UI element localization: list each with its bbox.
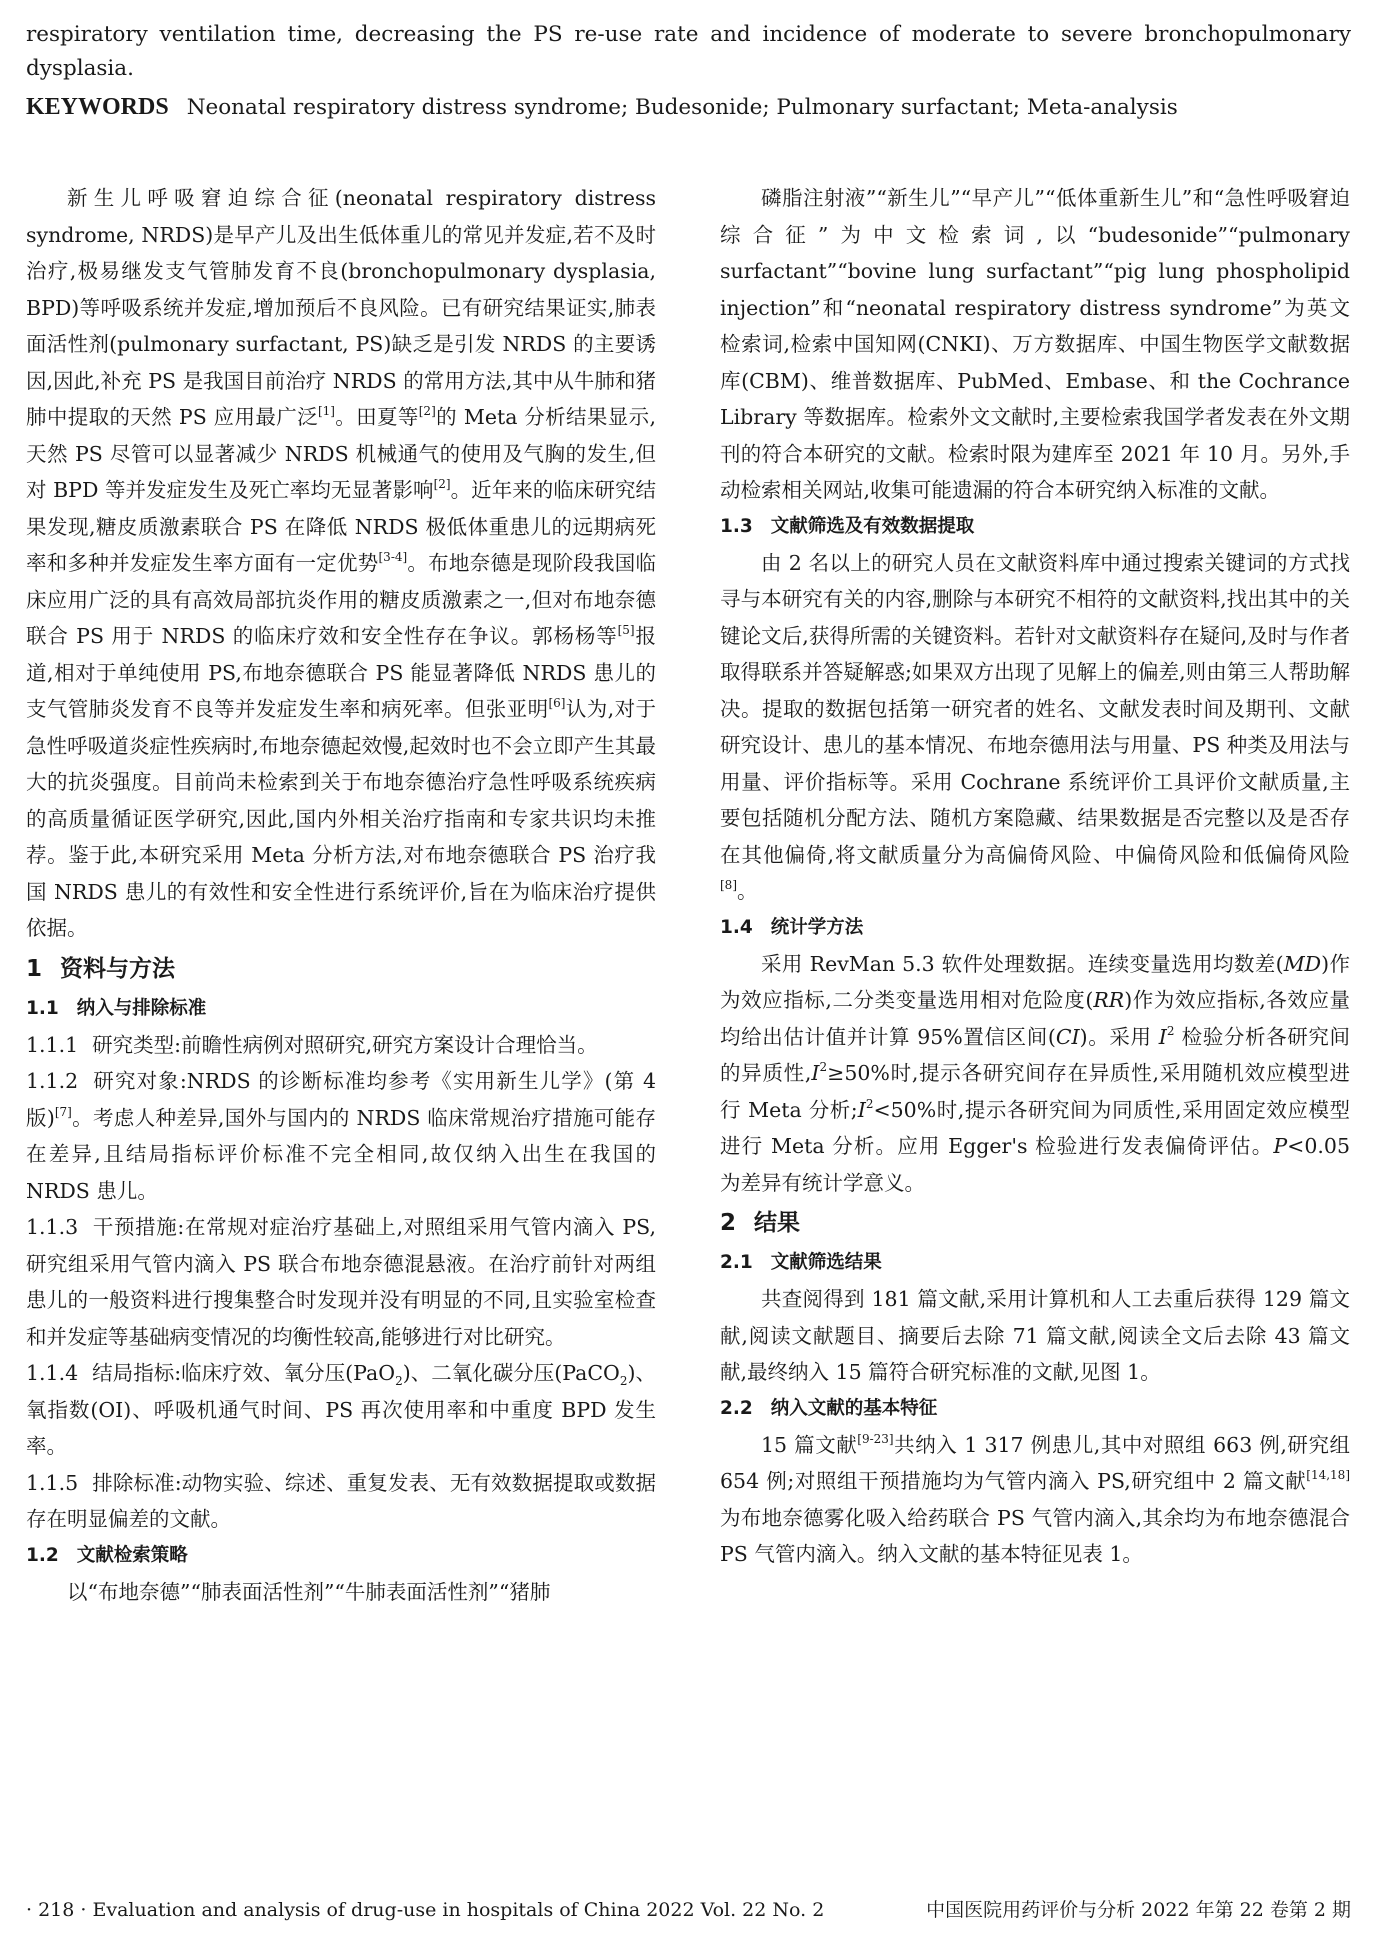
item-number: 1.1.2 xyxy=(26,1069,79,1093)
paragraph-text: 。 xyxy=(737,879,758,903)
subsection-number: 2.1 xyxy=(720,1252,753,1273)
intro-text: 。田夏等 xyxy=(334,405,419,429)
paragraph-text: )作为效应指标,各效应量均给出估计值并计算 95%置信区间( xyxy=(720,988,1351,1049)
paragraph-text: 由 2 名以上的研究人员在文献资料库中通过搜索关键词的方式找寻与本研究有关的内容,删除与本研究不相符的文献资料,找出其中的关键论文后,获得所需的关键资料。若针对文献资料存在疑问,及时与作者取得联系并答疑解惑;如果双方出现了见解上的偏差,则由第三人帮助解决。提取的数据包括第一研究者的姓名、文献发表时间及期刊、文献研究设计、患儿的基本情况、布地奈德用法与用量、PS 种类及用法与用量、评价指标等。采用 Cochrane 系统评价工具评价文献质量,主要包括随机分配方法、随机方案隐藏、结果数据是否完整以及是否存在其他偏倚,将文献质量分为高偏倚风险、中偏倚风险和低偏倚风险 xyxy=(720,550,1350,867)
subsection-heading xyxy=(720,910,1350,946)
subsection-number: 2.2 xyxy=(720,1397,753,1419)
footer-left: · 218 · Evaluation and analysis of drug-use in hospitals of China 2022 Vol. 22 No. 2 xyxy=(26,1899,825,1921)
intro-text: 的 Meta 分析结果显示,天然 PS 尽管可以显著减少 NRDS 机械通气的使用及气胸的发生,但对 BPD 等并发症发生及死亡率均无显著影响 xyxy=(26,405,656,502)
subsection-number: 1.2 xyxy=(26,1544,59,1566)
search-strategy-paragraph: 磷脂注射液”“新生儿”“早产儿”“低体重新生儿”和“急性呼吸窘迫综合征”为中文检索词,以“budesonide”“pulmonary surfactant”“bovine lung surfactant”“pig lung phospholipid injection”和“neonatal respiratory distress syndrome”为英文检索词,检索中国知网(CNKI)、万方数据库、中国生物医学文献数据库(CBM)、维普数据库、PubMed、Embase、和 the Cochrance Library 等数据库。检索外文文献时,主要检索我国学者发表在外文期刊的符合本研究的文献。检索时限为建库至 2021 年 10 月。另外,手动检索相关网站,收集可能遗漏的符合本研究纳入标准的文献。 xyxy=(720,186,1350,502)
item-text: 结局指标:临床疗效、氧分压(PaO xyxy=(92,1361,396,1385)
subsection-title: 文献筛选及有效数据提取 xyxy=(770,515,975,537)
citation: [6] xyxy=(548,696,566,710)
subsection-heading xyxy=(720,1245,1350,1281)
subsection-heading xyxy=(720,509,1350,545)
italic-term: CI xyxy=(1055,1024,1080,1049)
paragraph-text: <50%时,提示各研究间为同质性,采用固定效应模型进行 Meta 分析。应用 Egger's 检验进行发表偏倚评估。 xyxy=(720,1097,1350,1158)
citation: [1] xyxy=(317,404,335,418)
statistics-paragraph xyxy=(720,946,1350,1202)
section-heading xyxy=(720,1203,1350,1243)
criteria-paragraph xyxy=(26,1465,656,1538)
item-number: 1.1.5 xyxy=(26,1470,79,1495)
italic-term: P xyxy=(1273,1134,1288,1158)
subsection-title: 文献检索策略 xyxy=(76,1544,188,1566)
item-text: 排除标准:动物实验、综述、重复发表、无有效数据提取或数据存在明显偏差的文献。 xyxy=(26,1470,656,1531)
italic-term: I xyxy=(857,1097,866,1122)
intro-text: 。近年来的临床研究结果发现,糖皮质激素联合 PS 在降低 NRDS 极低体重患儿的远期病死率和多种并发症发生率方面有一定优势 xyxy=(26,478,656,575)
item-text: 干预措施:在常规对症治疗基础上,对照组采用气管内滴入 PS,研究组采用气管内滴入 PS 联合布地奈德混悬液。在治疗前针对两组患儿的一般资料进行搜集整合时发现并没有明显的不同,且实验室检查和并发症等基础病变情况的均衡性较高,能够进行对比研究。 xyxy=(26,1215,656,1349)
section-number: 1 xyxy=(26,955,43,982)
criteria-paragraph xyxy=(26,1209,656,1355)
item-number: 1.1.1 xyxy=(26,1032,79,1057)
citation: [14,18] xyxy=(1306,1468,1350,1482)
paragraph-text: )作为效应指标,二分类变量选用相对危险度( xyxy=(720,951,1351,1012)
paragraph-text: 检验分析各研究间的异质性, xyxy=(720,1024,1350,1085)
paragraph-text: 15 篇文献 xyxy=(761,1432,858,1457)
keywords-label: KEYWORDS xyxy=(26,94,169,120)
item-text: 。考虑人种差异,国外与国内的 NRDS 临床常规治疗措施可能存在差异,且结局指标评价标准不完全相同,故仅纳入出生在我国的 NRDS 患儿。 xyxy=(26,1105,656,1203)
subsection-number: 1.3 xyxy=(720,515,753,537)
intro-paragraph xyxy=(26,180,656,947)
subsection-number: 1.4 xyxy=(720,916,753,938)
subscript: 2 xyxy=(395,1374,403,1389)
right-column xyxy=(720,180,1350,509)
keywords-text: Neonatal respiratory distress syndrome; Budesonide; Pulmonary surfactant; Meta-analysis xyxy=(186,95,1178,120)
search-strategy-start: 以“布地奈德”“肺表面活性剂”“牛肺表面活性剂”“猪肺 xyxy=(67,1579,551,1604)
item-number: 1.1.3 xyxy=(26,1215,79,1239)
footer-right: 中国医院用药评价与分析 2022 年第 22 卷第 2 期 xyxy=(926,1899,1351,1921)
right-column-body xyxy=(720,509,1350,1573)
section-title: 资料与方法 xyxy=(60,955,176,982)
citation: [3-4] xyxy=(378,550,408,564)
criteria-paragraph xyxy=(26,1063,656,1209)
paragraph-text: 共纳入 1 317 例患儿,其中对照组 663 例,研究组 654 例;对照组干预措施均为气管内滴入 PS,研究组中 2 篇文献 xyxy=(720,1432,1350,1493)
characteristics-paragraph xyxy=(720,1427,1350,1573)
subsection-number: 1.1 xyxy=(26,997,59,1019)
intro-text: 新生儿呼吸窘迫综合征(neonatal respiratory distress syndrome, NRDS)是早产儿及出生低体重儿的常见并发症,若不及时治疗,极易继发支气管肺发育不良(bronchopulmonary dysplasia, BPD)等呼吸系统并发症,增加预后不良风险。已有研究结果证实,肺表面活性剂(pulmonary surfactant, PS)缺乏是引发 NRDS 的主要诱因,因此,补充 PS 是我国目前治疗 NRDS 的常用方法,其中从牛肺和猪肺中提取的天然 PS 应用最广泛 xyxy=(26,186,656,429)
subsection-title: 统计学方法 xyxy=(770,916,864,938)
paragraph-text: ≥50%时,提示各研究间存在异质性,采用随机效应模型进行 Meta 分析; xyxy=(720,1061,1350,1122)
paragraph-text: 采用 RevMan 5.3 软件处理数据。连续变量选用均数差( xyxy=(761,951,1284,976)
italic-term: I xyxy=(811,1061,820,1085)
screening-paragraph xyxy=(720,545,1350,910)
section-number: 2 xyxy=(720,1210,737,1236)
item-text: )、二氧化碳分压(PaCO xyxy=(402,1361,620,1385)
paragraph-text: )。采用 xyxy=(1079,1024,1159,1049)
subsection-title: 文献筛选结果 xyxy=(770,1252,882,1273)
citation: [2] xyxy=(418,404,436,418)
citation: [2] xyxy=(433,477,451,491)
superscript: 2 xyxy=(865,1096,874,1111)
italic-term: I xyxy=(1158,1024,1167,1049)
italic-term: RR xyxy=(1093,988,1125,1012)
subsection-title: 纳入与排除标准 xyxy=(76,997,207,1019)
subsection-heading xyxy=(720,1391,1350,1427)
abstract-tail: respiratory ventilation time, decreasing the PS re-use rate and incidence of moderate to severe bronchopulmonary dysplasia. xyxy=(26,22,1351,81)
keywords-row xyxy=(26,90,1351,125)
paragraph-text: <0.05 为差异有统计学意义。 xyxy=(720,1134,1350,1195)
results-paragraph: 共查阅得到 181 篇文献,采用计算机和人工去重后获得 129 篇文献,阅读文献题目、摘要后去除 71 篇文献,阅读全文后去除 43 篇文献,最终纳入 15 篇符合研究标准的文献,见图 1。 xyxy=(720,1287,1350,1384)
item-text: 研究对象:NRDS 的诊断标准均参考《实用新生儿学》(第 4 版) xyxy=(26,1069,656,1130)
criteria-paragraph xyxy=(26,1355,656,1465)
intro-text: 。布地奈德是现阶段我国临床应用广泛的具有高效局部抗炎作用的糖皮质激素之一,但对布地奈德联合 PS 用于 NRDS 的临床疗效和安全性存在争议。郭杨杨等 xyxy=(26,551,657,648)
subsection-heading xyxy=(26,1538,656,1574)
intro-text: 报道,相对于单纯使用 PS,布地奈德联合 PS 能显著降低 NRDS 患儿的支气管肺炎发育不良等并发症发生率和病死率。但张亚明 xyxy=(26,624,656,721)
citation: [8] xyxy=(720,878,737,892)
section-title: 结果 xyxy=(754,1210,801,1236)
paragraph-text: 为布地奈德雾化吸入给药联合 PS 气管内滴入,其余均为布地奈德混合 PS 气管内滴入。纳入文献的基本特征见表 1。 xyxy=(720,1505,1350,1566)
citation: [7] xyxy=(54,1104,72,1119)
citation: [5] xyxy=(617,623,635,637)
subsection-heading xyxy=(26,991,656,1027)
criteria-paragraph xyxy=(26,1027,656,1064)
superscript: 2 xyxy=(1166,1023,1175,1038)
italic-term: MD xyxy=(1283,951,1322,976)
citation: [9-23] xyxy=(857,1431,894,1446)
intro-text: 认为,对于急性呼吸道炎症性疾病时,布地奈德起效慢,起效时也不会立即产生其最大的抗炎强度。目前尚未检索到关于布地奈德治疗急性呼吸系统疾病的高质量循证医学研究,因此,国内外相关治疗指南和专家共识均未推荐。鉴于此,本研究采用 Meta 分析方法,对布地奈德联合 PS 治疗我国 NRDS 患儿的有效性和安全性进行系统评价,旨在为临床治疗提供依据。 xyxy=(26,697,656,940)
item-text: 研究类型:前瞻性病例对照研究,研究方案设计合理恰当。 xyxy=(92,1032,598,1057)
item-number: 1.1.4 xyxy=(26,1361,79,1385)
subscript: 2 xyxy=(619,1374,628,1389)
item-text: )、氧指数(OI)、呼吸机通气时间、PS 再次使用率和中重度 BPD 发生率。 xyxy=(26,1361,656,1458)
section-heading xyxy=(26,949,656,989)
left-column xyxy=(26,180,656,1610)
superscript: 2 xyxy=(819,1060,828,1074)
subsection-title: 纳入文献的基本特征 xyxy=(770,1397,938,1419)
abstract-section xyxy=(26,18,1351,125)
